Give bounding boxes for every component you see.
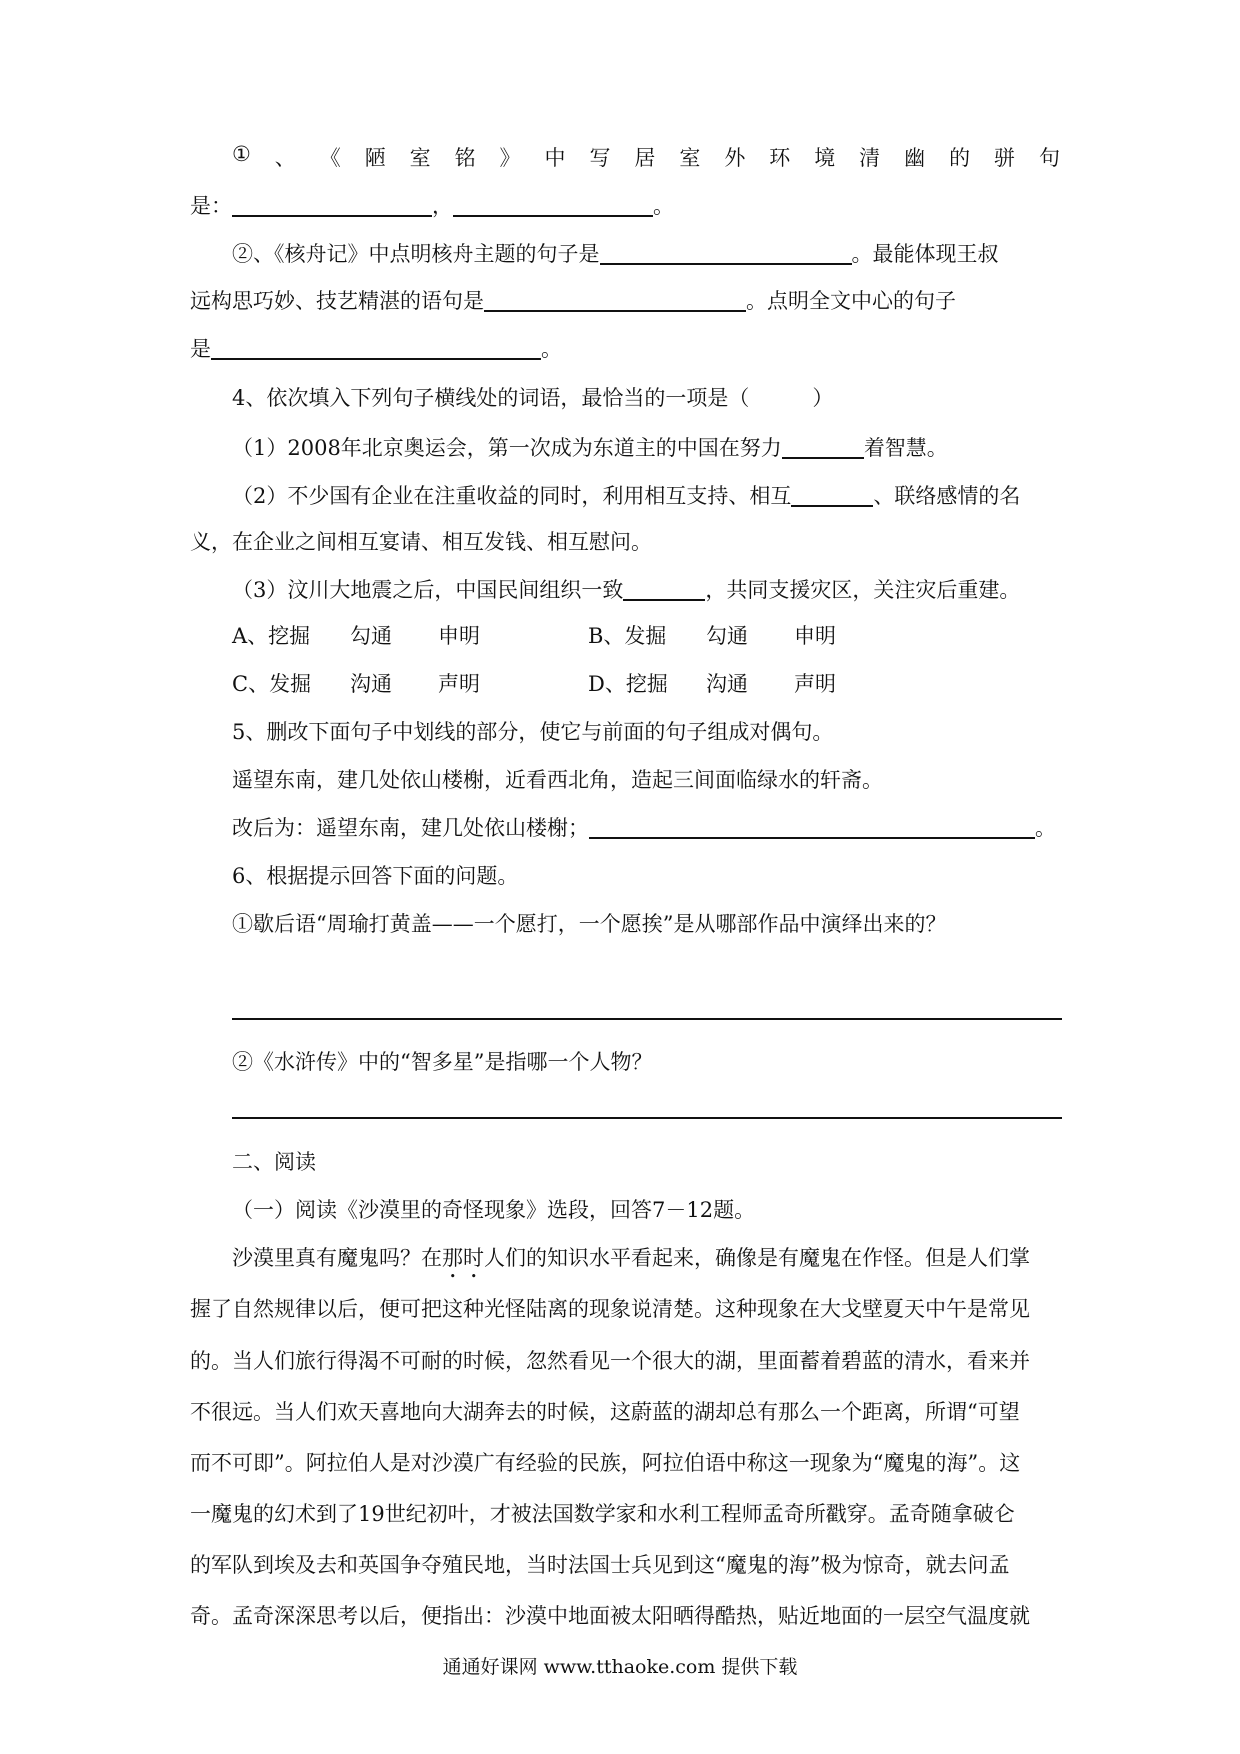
q5-answer: 改后为：遥望东南，建几处依山楼榭； 。 xyxy=(232,816,1056,840)
answer-blank[interactable] xyxy=(623,579,705,601)
paragraph-line: 奇。孟奇深深思考以后，便指出：沙漠中地面被太阳晒得酷热，贴近地面的一层空气温度就 xyxy=(190,1604,1030,1628)
section-title: 二、阅读 xyxy=(232,1150,316,1174)
answer-blank[interactable] xyxy=(453,195,653,217)
q6-question-1: ①歇后语“周瑜打黄盖——一个愿打，一个愿挨”是从哪部作品中演绎出来的？ xyxy=(232,912,947,936)
q4-options-ab xyxy=(232,620,1060,650)
answer-blank[interactable] xyxy=(484,290,746,312)
char: 境 xyxy=(814,146,836,170)
answer-blank[interactable] xyxy=(782,437,864,459)
q4-sentence-3: （3）汶川大地震之后，中国民间组织一致 ，共同支援灾区，关注灾后重建。 xyxy=(232,578,1021,602)
reading-instruction: （一）阅读《沙漠里的奇怪现象》选段，回答7－12题。 xyxy=(232,1198,756,1222)
char: 《 xyxy=(319,146,341,170)
q3-2-line1: ②、《核舟记》中点明核舟主题的句子是 。最能体现王叔 xyxy=(232,242,999,266)
q4-title: 4、依次填入下列句子横线处的词语，最恰当的一项是（ ） xyxy=(232,386,834,410)
char: 环 xyxy=(769,146,791,170)
char: 外 xyxy=(724,146,746,170)
paragraph-line: 的。当人们旅行得渴不可耐的时候，忽然看见一个很大的湖，里面蓄着碧蓝的清水，看来并 xyxy=(190,1349,1030,1373)
char: 室 xyxy=(409,146,431,170)
char: 室 xyxy=(679,146,701,170)
q4-sentence-2-cont: 义，在企业之间相互宴请、相互发钱、相互慰问。 xyxy=(190,530,652,554)
q3-2-line3: 是 。 xyxy=(190,337,562,361)
char: 的 xyxy=(949,146,971,170)
char: 》 xyxy=(499,146,521,170)
paragraph-line: 握了自然规律以后，便可把这种光怪陆离的现象说清楚。这种现象在大戈壁夏天中午是常见 xyxy=(190,1297,1030,1321)
option-b[interactable]: B、发掘 勾通 申明 xyxy=(588,624,836,648)
char: 句 xyxy=(1038,146,1060,170)
char: 中 xyxy=(544,146,566,170)
page-footer: 通通好课网 www.tthaoke.com 提供下载 xyxy=(442,1656,798,1678)
q4-sentence-2: （2）不少国有企业在注重收益的同时，利用相互支持、相互 、联络感情的名 xyxy=(232,484,1021,508)
answer-line-2[interactable] xyxy=(232,1117,1062,1119)
q5-title: 5、删改下面句子中划线的部分，使它与前面的句子组成对偶句。 xyxy=(232,720,834,744)
paragraph-line: 而不可即”。阿拉伯人是对沙漠广有经验的民族，阿拉伯语中称这一现象为“魔鬼的海”。这 xyxy=(190,1451,1021,1475)
paragraph-line: 一魔鬼的幻术到了19世纪初叶，才被法国数学家和水利工程师孟奇所戳穿。孟奇随拿破仑 xyxy=(190,1502,1015,1526)
q6-title: 6、根据提示回答下面的问题。 xyxy=(232,864,519,888)
char: 铭 xyxy=(454,146,476,170)
q3-1-line2: 是： ， 。 xyxy=(190,194,674,218)
q4-sentence-1: （1）2008年北京奥运会，第一次成为东道主的中国在努力 着智慧。 xyxy=(232,436,948,460)
paragraph-first-line: 沙漠里真有魔鬼吗？在那时人们的知识水平看起来，确像是有魔鬼在作怪。但是人们掌 xyxy=(232,1246,1030,1270)
option-c[interactable]: C、发掘 沟通 声明 xyxy=(232,672,480,696)
answer-blank[interactable] xyxy=(211,338,541,360)
option-d[interactable]: D、挖掘 沟通 声明 xyxy=(588,672,836,696)
q3-1-line1 xyxy=(232,142,1060,172)
q6-question-2: ②《水浒传》中的“智多星”是指哪一个人物？ xyxy=(232,1050,653,1074)
char: 幽 xyxy=(904,146,926,170)
dotted-words: 那时 xyxy=(442,1246,484,1270)
option-a[interactable]: A、挖掘 勾通 申明 xyxy=(232,624,480,648)
answer-blank[interactable] xyxy=(232,195,432,217)
paragraph-line: 的军队到埃及去和英国争夺殖民地，当时法国士兵见到这“魔鬼的海”极为惊奇，就去问孟 xyxy=(190,1553,1010,1577)
answer-blank[interactable] xyxy=(791,485,873,507)
char: ① xyxy=(232,142,251,166)
answer-blank[interactable] xyxy=(600,243,852,265)
char: 清 xyxy=(859,146,881,170)
char: 陋 xyxy=(364,146,386,170)
char: 、 xyxy=(274,146,296,170)
char: 写 xyxy=(589,146,611,170)
char: 居 xyxy=(634,146,656,170)
q4-options-cd xyxy=(232,668,1060,698)
q3-2-line2: 远构思巧妙、技艺精湛的语句是 。点明全文中心的句子 xyxy=(190,289,956,313)
paragraph-line: 不很远。当人们欢天喜地向大湖奔去的时候，这蔚蓝的湖却总有那么一个距离，所谓“可望 xyxy=(190,1400,1020,1424)
char: 骈 xyxy=(994,146,1016,170)
answer-blank[interactable] xyxy=(589,817,1035,839)
q5-sentence: 遥望东南，建几处依山楼榭，近看西北角，造起三间面临绿水的轩斋。 xyxy=(232,768,883,792)
answer-line-1[interactable] xyxy=(232,1018,1062,1020)
